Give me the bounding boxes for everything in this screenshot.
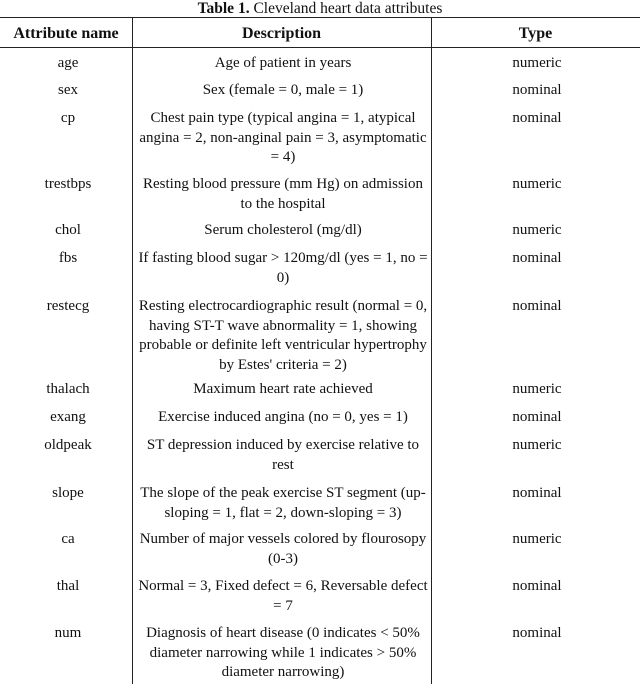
cell-description: Maximum heart rate achieved <box>193 381 373 397</box>
cell-type: numeric <box>512 381 562 397</box>
cell-attribute-name: cp <box>60 110 76 126</box>
cell-description: Exercise induced angina (no = 0, yes = 1) <box>158 409 408 425</box>
cell-description: The slope of the peak exercise ST segment (up-sloping = 1, flat = 2, down-sloping = 3) <box>140 485 426 521</box>
cell-type: nominal <box>512 485 562 501</box>
cell-description: Sex (female = 0, male = 1) <box>202 82 364 98</box>
cell-attribute-name: num <box>54 625 82 641</box>
cell-attribute-name: thalach <box>46 381 90 397</box>
cell-attribute-name: exang <box>50 409 86 425</box>
column-divider-left <box>132 18 133 684</box>
cell-description: Age of patient in years <box>214 55 352 71</box>
cell-type: nominal <box>512 110 562 126</box>
header-rule <box>0 47 640 48</box>
cell-attribute-name: slope <box>52 485 84 501</box>
table-top-rule <box>0 17 640 18</box>
cell-attribute-name: ca <box>61 531 75 547</box>
cell-attribute-name: oldpeak <box>44 437 92 453</box>
header-type: Type <box>518 25 553 42</box>
cell-type: nominal <box>512 298 562 314</box>
cell-description: If fasting blood sugar > 120mg/dl (yes = 1, no = 0) <box>138 250 428 286</box>
cell-description: Resting blood pressure (mm Hg) on admission to the hospital <box>143 176 423 212</box>
cell-type: nominal <box>512 578 562 594</box>
header-attribute-name: Attribute name <box>13 25 119 42</box>
cell-type: nominal <box>512 625 562 641</box>
column-divider-right <box>431 18 432 684</box>
table-caption-label: Table 1. <box>197 0 250 17</box>
table-caption <box>0 0 640 17</box>
cell-type: numeric <box>512 222 562 238</box>
cell-description: Chest pain type (typical angina = 1, atypical angina = 2, non-anginal pain = 3, asymptomatic = 4) <box>139 110 427 165</box>
cell-attribute-name: sex <box>58 82 78 98</box>
header-description: Description <box>241 25 322 42</box>
cell-description: ST depression induced by exercise relative to rest <box>146 437 420 473</box>
cell-description: Resting electrocardiographic result (normal = 0, having ST-T wave abnormality = 1, showing probable or definite left ventricular hypertrophy by Estes' criteria = 2) <box>138 298 428 373</box>
cell-attribute-name: age <box>57 55 79 71</box>
cell-attribute-name: thal <box>56 578 80 594</box>
cell-description: Diagnosis of heart disease (0 indicates < 50% diameter narrowing while 1 indicates > 50% diameter narrowing) <box>146 625 420 680</box>
cell-type: nominal <box>512 250 562 266</box>
cell-type: numeric <box>512 437 562 453</box>
cell-attribute-name: chol <box>55 222 81 238</box>
cell-type: numeric <box>512 55 562 71</box>
cell-attribute-name: trestbps <box>44 176 92 192</box>
cell-type: numeric <box>512 531 562 547</box>
cell-type: nominal <box>512 409 562 425</box>
cell-attribute-name: restecg <box>46 298 90 314</box>
cell-description: Normal = 3, Fixed defect = 6, Reversable defect = 7 <box>138 578 428 614</box>
cell-type: numeric <box>512 176 562 192</box>
cell-attribute-name: fbs <box>58 250 78 266</box>
table-caption-text: Cleveland heart data attributes <box>253 0 443 17</box>
cell-description: Number of major vessels colored by flourosopy (0-3) <box>139 531 427 567</box>
cell-description: Serum cholesterol (mg/dl) <box>204 222 362 238</box>
cell-type: nominal <box>512 82 562 98</box>
